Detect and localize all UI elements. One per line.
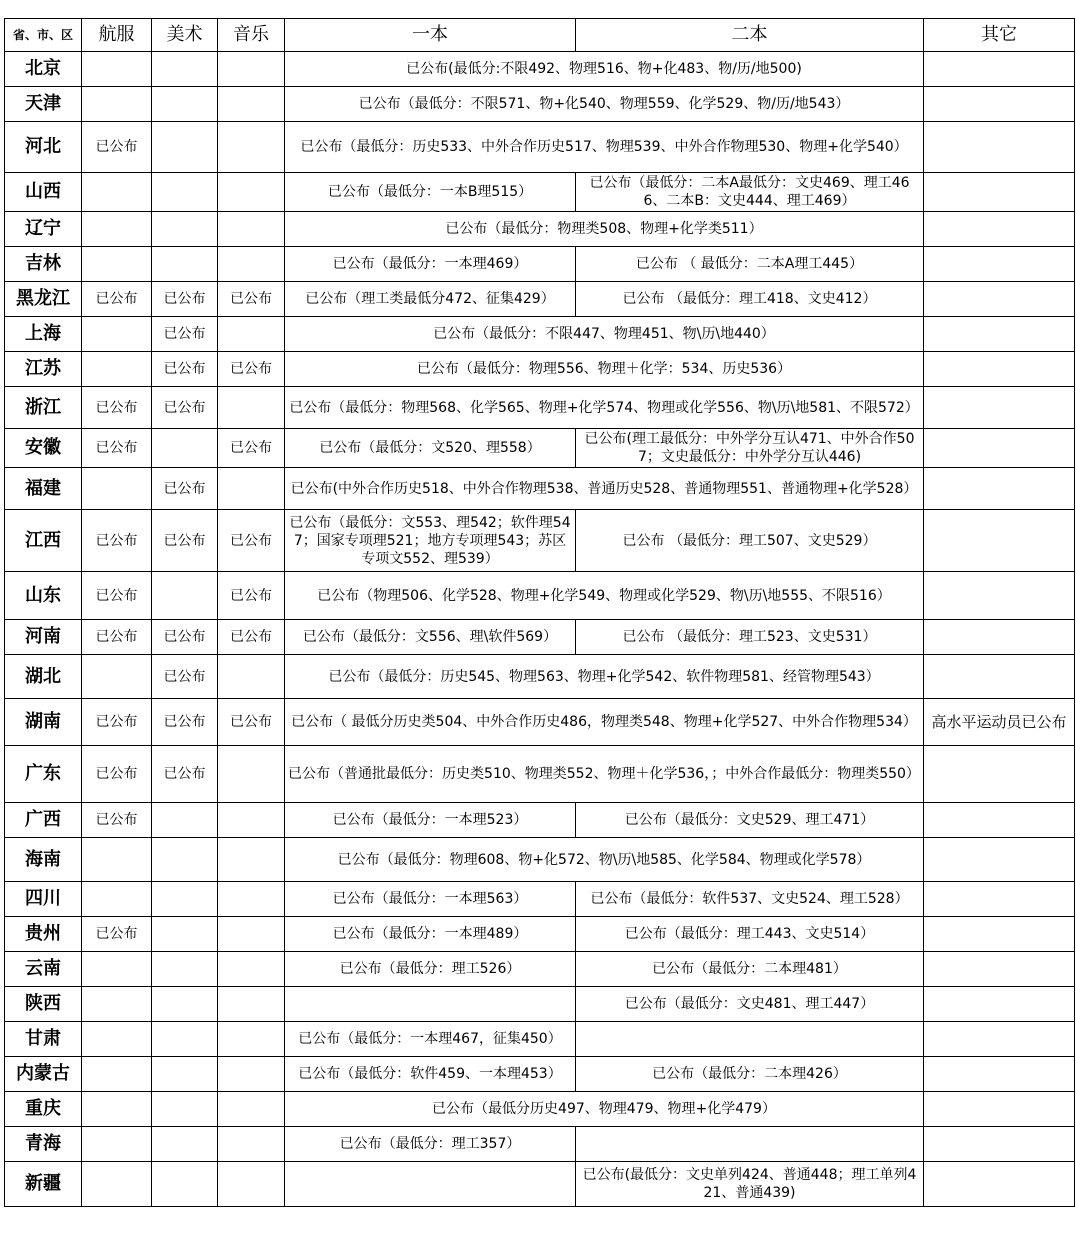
erben-cell: 已公布（最低分：文史481、理工447） <box>576 987 924 1022</box>
yiben-erben-merged-cell: 已公布（最低分：不限447、物理451、物\历\地440） <box>285 317 924 352</box>
table-row <box>5 838 1075 882</box>
yinyue-cell <box>218 952 285 987</box>
erben-cell: 已公布 （最低分：理工418、文史412） <box>576 282 924 317</box>
qita-cell <box>924 352 1075 387</box>
qita-cell <box>924 746 1075 803</box>
qita-cell: 高水平运动员已公布 <box>924 699 1075 746</box>
table-row <box>5 572 1075 620</box>
table-row <box>5 52 1075 87</box>
hangfu-cell <box>82 1092 152 1127</box>
yinyue-cell <box>218 247 285 282</box>
hangfu-cell: 已公布 <box>82 572 152 620</box>
table-row <box>5 917 1075 952</box>
erben-cell: 已公布（最低分：软件537、文史524、理工528） <box>576 882 924 917</box>
erben-cell: 已公布 （最低分：理工523、文史531） <box>576 620 924 655</box>
erben-cell: 已公布（最低分：二本A最低分：文史469、理工466、二本B：文史444、理工469） <box>576 173 924 212</box>
meishu-cell <box>152 803 218 838</box>
qita-cell <box>924 1057 1075 1092</box>
erben-cell: 已公布(理工最低分：中外学分互认471、中外合作507；文史最低分：中外学分互认446) <box>576 429 924 468</box>
hangfu-cell <box>82 352 152 387</box>
erben-cell: 已公布（最低分：二本理426） <box>576 1057 924 1092</box>
qita-cell <box>924 52 1075 87</box>
qita-cell <box>924 122 1075 173</box>
admission-score-table <box>4 18 1075 1207</box>
province-cell: 内蒙古 <box>5 1057 82 1092</box>
yiben-erben-merged-cell: 已公布（最低分：不限571、物+化540、物理559、化学529、物/历/地543） <box>285 87 924 122</box>
yiben-cell: 已公布（理工类最低分472、征集429） <box>285 282 576 317</box>
yinyue-cell: 已公布 <box>218 429 285 468</box>
yiben-cell: 已公布（最低分：一本理469） <box>285 247 576 282</box>
yiben-cell: 已公布（最低分：一本理467，征集450） <box>285 1022 576 1057</box>
province-cell: 安徽 <box>5 429 82 468</box>
table-row <box>5 882 1075 917</box>
meishu-cell: 已公布 <box>152 317 218 352</box>
header-qita: 其它 <box>924 19 1075 52</box>
yinyue-cell <box>218 1057 285 1092</box>
yinyue-cell <box>218 317 285 352</box>
yiben-cell: 已公布（最低分：一本理489） <box>285 917 576 952</box>
yinyue-cell: 已公布 <box>218 572 285 620</box>
province-cell: 山东 <box>5 572 82 620</box>
meishu-cell <box>152 212 218 247</box>
meishu-cell <box>152 987 218 1022</box>
meishu-cell: 已公布 <box>152 620 218 655</box>
yiben-cell <box>285 1162 576 1207</box>
erben-cell: 已公布（最低分：理工443、文史514） <box>576 917 924 952</box>
table-row <box>5 987 1075 1022</box>
qita-cell <box>924 987 1075 1022</box>
yiben-cell: 已公布（最低分：文556、理\软件569） <box>285 620 576 655</box>
province-cell: 吉林 <box>5 247 82 282</box>
province-cell: 贵州 <box>5 917 82 952</box>
meishu-cell <box>152 1127 218 1162</box>
hangfu-cell <box>82 952 152 987</box>
meishu-cell: 已公布 <box>152 282 218 317</box>
hangfu-cell: 已公布 <box>82 122 152 173</box>
header-yinyue: 音乐 <box>218 19 285 52</box>
province-cell: 四川 <box>5 882 82 917</box>
meishu-cell <box>152 1092 218 1127</box>
hangfu-cell <box>82 987 152 1022</box>
province-cell: 青海 <box>5 1127 82 1162</box>
meishu-cell <box>152 247 218 282</box>
meishu-cell: 已公布 <box>152 352 218 387</box>
province-cell: 陕西 <box>5 987 82 1022</box>
hangfu-cell: 已公布 <box>82 746 152 803</box>
yinyue-cell <box>218 882 285 917</box>
yinyue-cell <box>218 87 285 122</box>
header-row <box>5 19 1075 52</box>
hangfu-cell: 已公布 <box>82 429 152 468</box>
qita-cell <box>924 952 1075 987</box>
province-cell: 海南 <box>5 838 82 882</box>
meishu-cell: 已公布 <box>152 746 218 803</box>
header-province: 省、市、区 <box>5 19 82 52</box>
qita-cell <box>924 173 1075 212</box>
yinyue-cell <box>218 52 285 87</box>
qita-cell <box>924 387 1075 429</box>
table-row <box>5 1092 1075 1127</box>
table-row <box>5 352 1075 387</box>
qita-cell <box>924 1127 1075 1162</box>
yinyue-cell: 已公布 <box>218 699 285 746</box>
qita-cell <box>924 247 1075 282</box>
table-row <box>5 1022 1075 1057</box>
meishu-cell <box>152 882 218 917</box>
yinyue-cell <box>218 1127 285 1162</box>
meishu-cell <box>152 1057 218 1092</box>
yiben-erben-merged-cell: 已公布（最低分：历史533、中外合作历史517、物理539、中外合作物理530、物理+化学540） <box>285 122 924 173</box>
meishu-cell <box>152 1022 218 1057</box>
qita-cell <box>924 1162 1075 1207</box>
meishu-cell <box>152 122 218 173</box>
yiben-erben-merged-cell: 已公布（最低分：物理608、物+化572、物\历\地585、化学584、物理或化学578） <box>285 838 924 882</box>
erben-cell <box>576 1127 924 1162</box>
hangfu-cell: 已公布 <box>82 803 152 838</box>
yinyue-cell <box>218 173 285 212</box>
province-cell: 辽宁 <box>5 212 82 247</box>
table-row <box>5 247 1075 282</box>
meishu-cell: 已公布 <box>152 699 218 746</box>
table-row <box>5 746 1075 803</box>
table-row <box>5 387 1075 429</box>
table-row <box>5 803 1075 838</box>
hangfu-cell: 已公布 <box>82 387 152 429</box>
yiben-cell: 已公布（最低分：一本理563） <box>285 882 576 917</box>
province-cell: 广西 <box>5 803 82 838</box>
hangfu-cell: 已公布 <box>82 510 152 572</box>
yiben-erben-merged-cell: 已公布（普通批最低分：历史类510、物理类552、物理＋化学536，；中外合作最低分：物理类550） <box>285 746 924 803</box>
meishu-cell <box>152 87 218 122</box>
qita-cell <box>924 1022 1075 1057</box>
province-cell: 江苏 <box>5 352 82 387</box>
table-row <box>5 620 1075 655</box>
meishu-cell: 已公布 <box>152 387 218 429</box>
header-yiben: 一本 <box>285 19 576 52</box>
yinyue-cell: 已公布 <box>218 510 285 572</box>
province-cell: 浙江 <box>5 387 82 429</box>
qita-cell <box>924 510 1075 572</box>
table-row <box>5 1162 1075 1207</box>
qita-cell <box>924 803 1075 838</box>
hangfu-cell <box>82 52 152 87</box>
province-cell: 北京 <box>5 52 82 87</box>
meishu-cell <box>152 572 218 620</box>
hangfu-cell: 已公布 <box>82 282 152 317</box>
erben-cell: 已公布(最低分：文史单列424、普通448；理工单列421、普通439) <box>576 1162 924 1207</box>
meishu-cell <box>152 1162 218 1207</box>
header-erben: 二本 <box>576 19 924 52</box>
qita-cell <box>924 429 1075 468</box>
table-row <box>5 952 1075 987</box>
province-cell: 江西 <box>5 510 82 572</box>
table-row <box>5 1057 1075 1092</box>
yiben-erben-merged-cell: 已公布（最低分：物理568、化学565、物理+化学574、物理或化学556、物\历\地581、不限572） <box>285 387 924 429</box>
yinyue-cell <box>218 803 285 838</box>
yiben-cell <box>285 987 576 1022</box>
erben-cell <box>576 1022 924 1057</box>
erben-cell: 已公布 （ 最低分：二本A理工445） <box>576 247 924 282</box>
meishu-cell: 已公布 <box>152 468 218 510</box>
hangfu-cell <box>82 212 152 247</box>
qita-cell <box>924 282 1075 317</box>
yiben-erben-merged-cell: 已公布(最低分:不限492、物理516、物+化483、物/历/地500) <box>285 52 924 87</box>
meishu-cell <box>152 952 218 987</box>
yinyue-cell <box>218 838 285 882</box>
yinyue-cell <box>218 1022 285 1057</box>
province-cell: 甘肃 <box>5 1022 82 1057</box>
hangfu-cell <box>82 882 152 917</box>
header-hangfu: 航服 <box>82 19 152 52</box>
hangfu-cell <box>82 468 152 510</box>
table-row <box>5 282 1075 317</box>
yiben-cell: 已公布（最低分：文520、理558） <box>285 429 576 468</box>
yinyue-cell: 已公布 <box>218 352 285 387</box>
yiben-erben-merged-cell: 已公布（物理506、化学528、物理+化学549、物理或化学529、物\历\地555、不限516） <box>285 572 924 620</box>
table-row <box>5 699 1075 746</box>
meishu-cell <box>152 917 218 952</box>
yiben-cell: 已公布（最低分：软件459、一本理453） <box>285 1057 576 1092</box>
table-row <box>5 655 1075 699</box>
yiben-cell: 已公布（最低分：理工526） <box>285 952 576 987</box>
yinyue-cell <box>218 987 285 1022</box>
qita-cell <box>924 212 1075 247</box>
qita-cell <box>924 87 1075 122</box>
province-cell: 重庆 <box>5 1092 82 1127</box>
table-row <box>5 173 1075 212</box>
hangfu-cell: 已公布 <box>82 620 152 655</box>
province-cell: 山西 <box>5 173 82 212</box>
yiben-erben-merged-cell: 已公布（最低分：历史545、物理563、物理+化学542、软件物理581、经管物理543） <box>285 655 924 699</box>
hangfu-cell <box>82 838 152 882</box>
header-meishu: 美术 <box>152 19 218 52</box>
hangfu-cell <box>82 173 152 212</box>
hangfu-cell <box>82 1057 152 1092</box>
table-row <box>5 510 1075 572</box>
yiben-erben-merged-cell: 已公布（ 最低分历史类504、中外合作历史486，物理类548、物理+化学527、中外合作物理534） <box>285 699 924 746</box>
yiben-cell: 已公布（最低分：一本B理515） <box>285 173 576 212</box>
table-row <box>5 122 1075 173</box>
yinyue-cell <box>218 387 285 429</box>
table-row <box>5 317 1075 352</box>
qita-cell <box>924 468 1075 510</box>
meishu-cell: 已公布 <box>152 655 218 699</box>
qita-cell <box>924 838 1075 882</box>
meishu-cell <box>152 52 218 87</box>
province-cell: 福建 <box>5 468 82 510</box>
qita-cell <box>924 317 1075 352</box>
yinyue-cell <box>218 746 285 803</box>
yinyue-cell <box>218 122 285 173</box>
yiben-erben-merged-cell: 已公布（最低分历史497、物理479、物理+化学479） <box>285 1092 924 1127</box>
table-body <box>5 52 1075 1207</box>
yinyue-cell <box>218 468 285 510</box>
qita-cell <box>924 572 1075 620</box>
province-cell: 湖南 <box>5 699 82 746</box>
meishu-cell: 已公布 <box>152 510 218 572</box>
hangfu-cell <box>82 247 152 282</box>
yiben-cell: 已公布（最低分：文553、理542；软件理547；国家专项理521；地方专项理543；苏区专项文552、理539） <box>285 510 576 572</box>
yinyue-cell: 已公布 <box>218 620 285 655</box>
province-cell: 上海 <box>5 317 82 352</box>
hangfu-cell <box>82 655 152 699</box>
yinyue-cell <box>218 655 285 699</box>
erben-cell: 已公布（最低分：文史529、理工471） <box>576 803 924 838</box>
qita-cell <box>924 655 1075 699</box>
province-cell: 河南 <box>5 620 82 655</box>
table-row <box>5 212 1075 247</box>
yinyue-cell <box>218 212 285 247</box>
province-cell: 湖北 <box>5 655 82 699</box>
hangfu-cell <box>82 87 152 122</box>
qita-cell <box>924 882 1075 917</box>
province-cell: 天津 <box>5 87 82 122</box>
yiben-erben-merged-cell: 已公布(中外合作历史518、中外合作物理538、普通历史528、普通物理551、普通物理+化学528） <box>285 468 924 510</box>
province-cell: 云南 <box>5 952 82 987</box>
qita-cell <box>924 1092 1075 1127</box>
table-row <box>5 87 1075 122</box>
hangfu-cell <box>82 317 152 352</box>
meishu-cell <box>152 173 218 212</box>
yinyue-cell <box>218 917 285 952</box>
yinyue-cell <box>218 1092 285 1127</box>
table-row <box>5 468 1075 510</box>
table-row <box>5 429 1075 468</box>
yiben-cell: 已公布（最低分：一本理523） <box>285 803 576 838</box>
erben-cell: 已公布（最低分：二本理481） <box>576 952 924 987</box>
hangfu-cell: 已公布 <box>82 699 152 746</box>
province-cell: 河北 <box>5 122 82 173</box>
meishu-cell <box>152 838 218 882</box>
qita-cell <box>924 917 1075 952</box>
province-cell: 新疆 <box>5 1162 82 1207</box>
hangfu-cell <box>82 1162 152 1207</box>
hangfu-cell <box>82 1127 152 1162</box>
qita-cell <box>924 620 1075 655</box>
yiben-erben-merged-cell: 已公布（最低分：物理类508、物理+化学类511） <box>285 212 924 247</box>
yinyue-cell: 已公布 <box>218 282 285 317</box>
table-row <box>5 1127 1075 1162</box>
yiben-cell: 已公布（最低分：理工357） <box>285 1127 576 1162</box>
hangfu-cell: 已公布 <box>82 917 152 952</box>
hangfu-cell <box>82 1022 152 1057</box>
erben-cell: 已公布 （最低分：理工507、文史529） <box>576 510 924 572</box>
yiben-erben-merged-cell: 已公布（最低分：物理556、物理＋化学：534、历史536） <box>285 352 924 387</box>
province-cell: 黑龙江 <box>5 282 82 317</box>
province-cell: 广东 <box>5 746 82 803</box>
meishu-cell <box>152 429 218 468</box>
yinyue-cell <box>218 1162 285 1207</box>
